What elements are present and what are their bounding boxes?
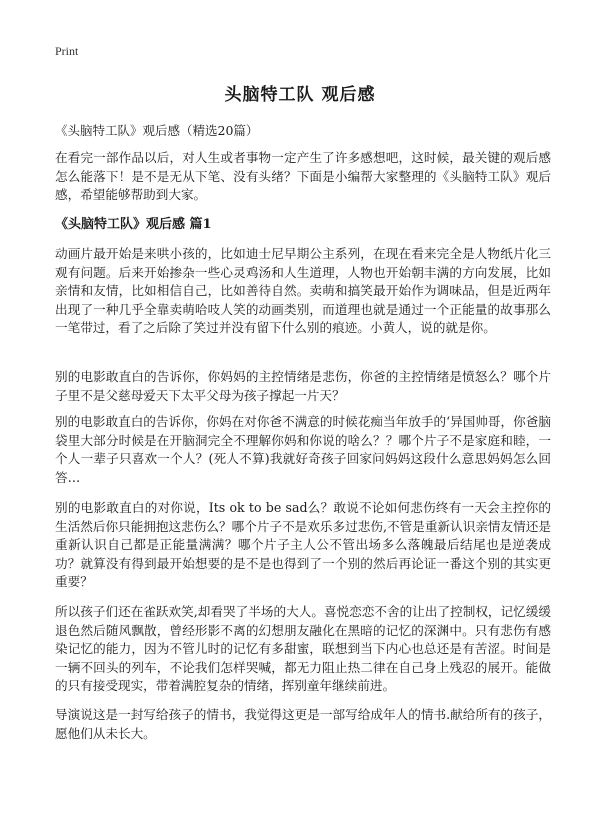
print-link[interactable]: Print — [55, 44, 79, 58]
intro-paragraph: 在看完一部作品以后，对人生或者事物一定产生了许多感想吧，这时候，最关键的观后感怎么能落下！是不是无从下笔、没有头绪？下面是小编帮大家整理的《头脑特工队》观后感，希望能够帮助到大家。 — [55, 150, 551, 203]
body-paragraph: 别的电影敢直白的告诉你，你妈妈的主控情绪是悲伤，你爸的主控情绪是愤怒么？哪个片子里不是父慈母爱天下太平父母为孩子撑起一片天？ — [55, 369, 551, 403]
body-paragraph: 别的电影敢直白的告诉你，你妈在对你爸不满意的时候花痴当年放手的‘异国帅哥，你爸脑袋里大部分时候是在开脑洞完全不理解你妈和你说的啥么？？哪个片子不是家庭和睦，一个人一辈子只喜欢一个人？(死人不算)我就好奇孩子回家问妈妈这段什么意思妈妈怎么回答… — [55, 414, 551, 485]
section-heading: 《头脑特工队》观后感 篇1 — [55, 217, 212, 232]
body-paragraph: 导演说这是一封写给孩子的情书，我觉得这更是一部写给成年人的情书.献给所有的孩子，愿他们从未长大。 — [55, 707, 551, 741]
body-paragraph: 所以孩子们还在雀跃欢笑,却看哭了半场的大人。喜悦恋恋不舍的让出了控制权，记忆缓缓退色然后随风飘散，曾经形影不离的幻想朋友融化在黑暗的记忆的深渊中。只有悲伤有感染记忆的能力，因为不管儿时的记忆有多甜蜜，联想到当下内心也总还是有苦涩。时间是一辆不回头的列车，不论我们怎样哭喊，都无力阻止热二律在自己身上残忍的展开。能做的只有接受现实，带着满腔复杂的情绪，挥别童年继续前进。 — [55, 604, 551, 694]
document-title: 头脑特工队 观后感 — [224, 85, 376, 105]
body-paragraph: 别的电影敢直白的对你说，Its ok to be sad么？敢说不论如何悲伤终有一天会主控你的生活然后你只能拥抱这悲伤么？哪个片子不是欢乐多过悲伤,不管是重新认识亲情友情还是重新认识自己都是正能量满满？哪个片子主人公不管出场多么落魄最后结尾也是逆袭成功？就算没有得到最开始想要的是不是也得到了一个别的然后再论证一番这个别的其实更重要？ — [55, 500, 551, 590]
body-paragraph: 动画片最开始是来哄小孩的，比如迪士尼早期公主系列，在现在看来完全是人物纸片化三观有问题。后来开始掺杂一些心灵鸡汤和人生道理，人物也开始朝丰满的方向发展，比如亲情和友情，比如相信自己，比如善待自然。卖萌和搞笑最开始作为调味品，但是近两年出现了一种几乎全靠卖萌哈吱人笑的动画类别，而道理也就是通过一个正能量的故事那么一笔带过，看了之后除了笑过并没有留下什么别的痕迹。小黄人，说的就是你。 — [55, 246, 551, 336]
document-subtitle: 《头脑特工队》观后感（精选20篇） — [55, 123, 259, 138]
